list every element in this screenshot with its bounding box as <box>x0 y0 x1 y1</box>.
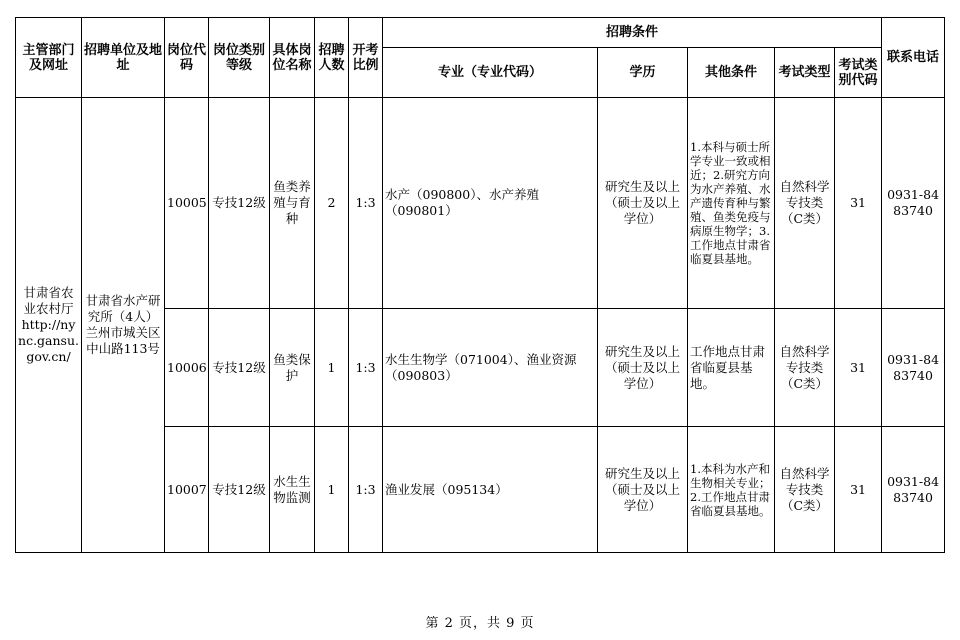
post-category-cell: 专技12级 <box>209 309 270 427</box>
post-category-cell: 专技12级 <box>209 98 270 309</box>
education-cell: 研究生及以上（硕士及以上学位） <box>598 309 688 427</box>
header-exam-code: 考试类别代码 <box>835 48 882 98</box>
education-cell: 研究生及以上（硕士及以上学位） <box>598 98 688 309</box>
education-cell: 研究生及以上（硕士及以上学位） <box>598 427 688 553</box>
count-cell: 1 <box>315 309 349 427</box>
header-education: 学历 <box>598 48 688 98</box>
phone-cell: 0931-8483740 <box>882 98 945 309</box>
phone-cell: 0931-8483740 <box>882 427 945 553</box>
exam-code-cell: 31 <box>835 309 882 427</box>
exam-type-cell: 自然科学专技类（C类） <box>775 309 835 427</box>
header-post-category: 岗位类别等级 <box>209 18 270 98</box>
post-code-cell: 10007 <box>165 427 209 553</box>
exam-code-cell: 31 <box>835 427 882 553</box>
ratio-cell: 1:3 <box>349 309 383 427</box>
post-name-cell: 鱼类保护 <box>270 309 315 427</box>
other-conditions-cell: 1.本科与硕士所学专业一致或相近；2.研究方向为水产养殖、水产遗传育种与繁殖、鱼类免疫与病原生物学；3.工作地点甘肃省临夏县基地。 <box>688 98 775 309</box>
header-unit: 招聘单位及地址 <box>82 18 165 98</box>
header-conditions: 招聘条件 <box>383 18 882 48</box>
header-post-code: 岗位代码 <box>165 18 209 98</box>
dept-cell: 甘肃省农业农村厅 http://nync.gansu.gov.cn/ <box>16 98 82 553</box>
count-cell: 1 <box>315 427 349 553</box>
header-count: 招聘人数 <box>315 18 349 98</box>
count-cell: 2 <box>315 98 349 309</box>
ratio-cell: 1:3 <box>349 98 383 309</box>
unit-cell: 甘肃省水产研究所（4人）兰州市城关区中山路113号 <box>82 98 165 553</box>
post-code-cell: 10006 <box>165 309 209 427</box>
ratio-cell: 1:3 <box>349 427 383 553</box>
post-name-cell: 水生生物监测 <box>270 427 315 553</box>
major-cell: 渔业发展（095134） <box>383 427 598 553</box>
header-other: 其他条件 <box>688 48 775 98</box>
phone-cell: 0931-8483740 <box>882 309 945 427</box>
header-major: 专业（专业代码） <box>383 48 598 98</box>
header-dept: 主管部门及网址 <box>16 18 82 98</box>
exam-type-cell: 自然科学专技类（C类） <box>775 427 835 553</box>
header-exam-type: 考试类型 <box>775 48 835 98</box>
post-name-cell: 鱼类养殖与育种 <box>270 98 315 309</box>
other-conditions-cell: 工作地点甘肃省临夏县基地。 <box>688 309 775 427</box>
page-number: 第 2 页，共 9 页 <box>425 616 535 631</box>
post-category-cell: 专技12级 <box>209 427 270 553</box>
table-row <box>16 98 945 309</box>
recruitment-table <box>15 17 945 553</box>
major-cell: 水生生物学（071004）、渔业资源（090803） <box>383 309 598 427</box>
header-phone: 联系电话 <box>882 18 945 98</box>
exam-type-cell: 自然科学专技类（C类） <box>775 98 835 309</box>
major-cell: 水产（090800）、水产养殖（090801） <box>383 98 598 309</box>
other-conditions-cell: 1.本科为水产和生物相关专业；2.工作地点甘肃省临夏县基地。 <box>688 427 775 553</box>
post-code-cell: 10005 <box>165 98 209 309</box>
exam-code-cell: 31 <box>835 98 882 309</box>
header-post-name: 具体岗位名称 <box>270 18 315 98</box>
header-ratio: 开考比例 <box>349 18 383 98</box>
